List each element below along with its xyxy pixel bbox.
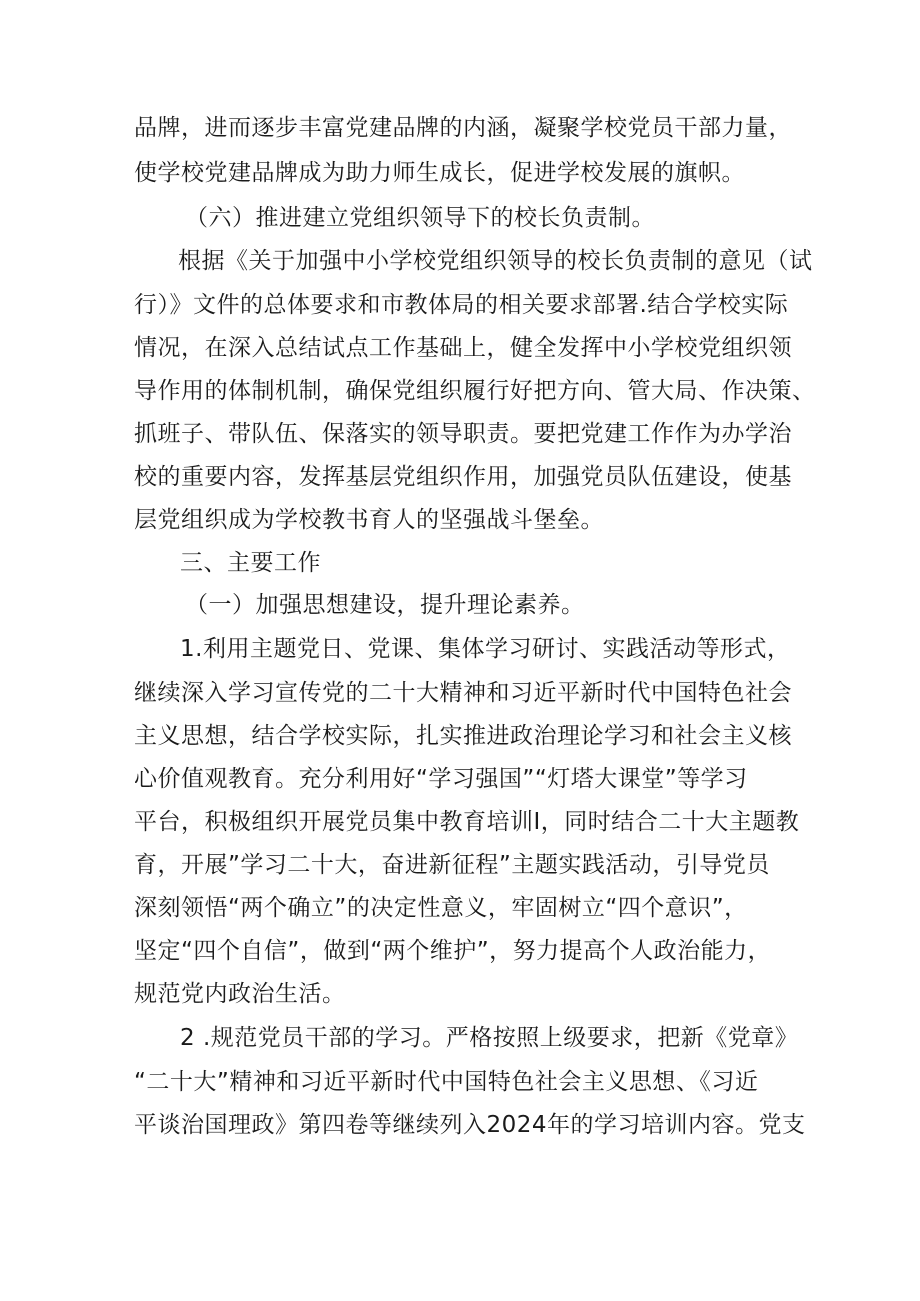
- text-line: “二十大”精神和习近平新时代中国特色社会主义思想、《习近: [134, 1069, 759, 1095]
- section-heading: （一）加强思想建设，提升理论素养。: [185, 592, 585, 618]
- text-line: 1.利用主题党日、党课、集体学习研讨、实践活动等形式，: [180, 636, 791, 662]
- text-line: 行）》文件的总体要求和市教体局的相关要求部署.结合学校实际: [134, 292, 789, 318]
- chapter-heading: 三、主要工作: [180, 550, 321, 576]
- text-line: 深刻领悟“两个确立”的决定性意义，牢固树立“四个意识”，: [134, 895, 748, 921]
- text-line: 心价值观教育。充分利用好“学习强国”“灯塔大课堂”等学习: [134, 766, 748, 792]
- text-line: 校的重要内容，发挥基层党组织作用，加强党员队伍建设，使基: [134, 464, 792, 490]
- text-line: 品牌，进而逐步丰富党建品牌的内涵，凝聚学校党员干部力量，: [134, 115, 792, 141]
- text-line: 情况，在深入总结试点工作基础上，健全发挥中小学校党组织领: [134, 335, 792, 361]
- text-line: 平谈治国理政》第四卷等继续列入2024年的学习培训内容。党支: [134, 1112, 806, 1138]
- text-line: 主义思想，结合学校实际，扎实推进政治理论学习和社会主义核: [134, 723, 792, 749]
- text-line: 使学校党建品牌成为助力师生成长，促进学校发展的旗帜。: [134, 160, 745, 186]
- text-line: 继续深入学习宣传党的二十大精神和习近平新时代中国特色社会: [134, 680, 792, 706]
- text-line: 平台，积极组织开展党员集中教育培训I，同时结合二十大主题教: [134, 809, 800, 835]
- text-line: 抓班子、带队伍、保落实的领导职责。要把党建工作作为办学治: [134, 421, 792, 447]
- section-heading: （六）推进建立党组织领导下的校长负责制。: [185, 205, 655, 231]
- text-line: 育，开展”学习二十大，奋进新征程”主题实践活动，引导党员: [134, 852, 770, 878]
- text-line: 层党组织成为学校教书育人的坚强战斗堡垒。: [134, 507, 604, 533]
- text-line: 坚定“四个自信”，做到“两个维护”，努力提高个人政治能力，: [134, 938, 772, 964]
- text-line: 规范党内政治生活。: [134, 981, 346, 1007]
- text-line: 根据《关于加强中小学校党组织领导的校长负责制的意见（试: [178, 248, 813, 274]
- text-line: 2 .规范党员干部的学习。严格按照上级要求，把新《党章》: [180, 1025, 799, 1051]
- text-line: 导作用的体制机制，确保党组织履行好把方向、管大局、作决策、: [134, 378, 816, 404]
